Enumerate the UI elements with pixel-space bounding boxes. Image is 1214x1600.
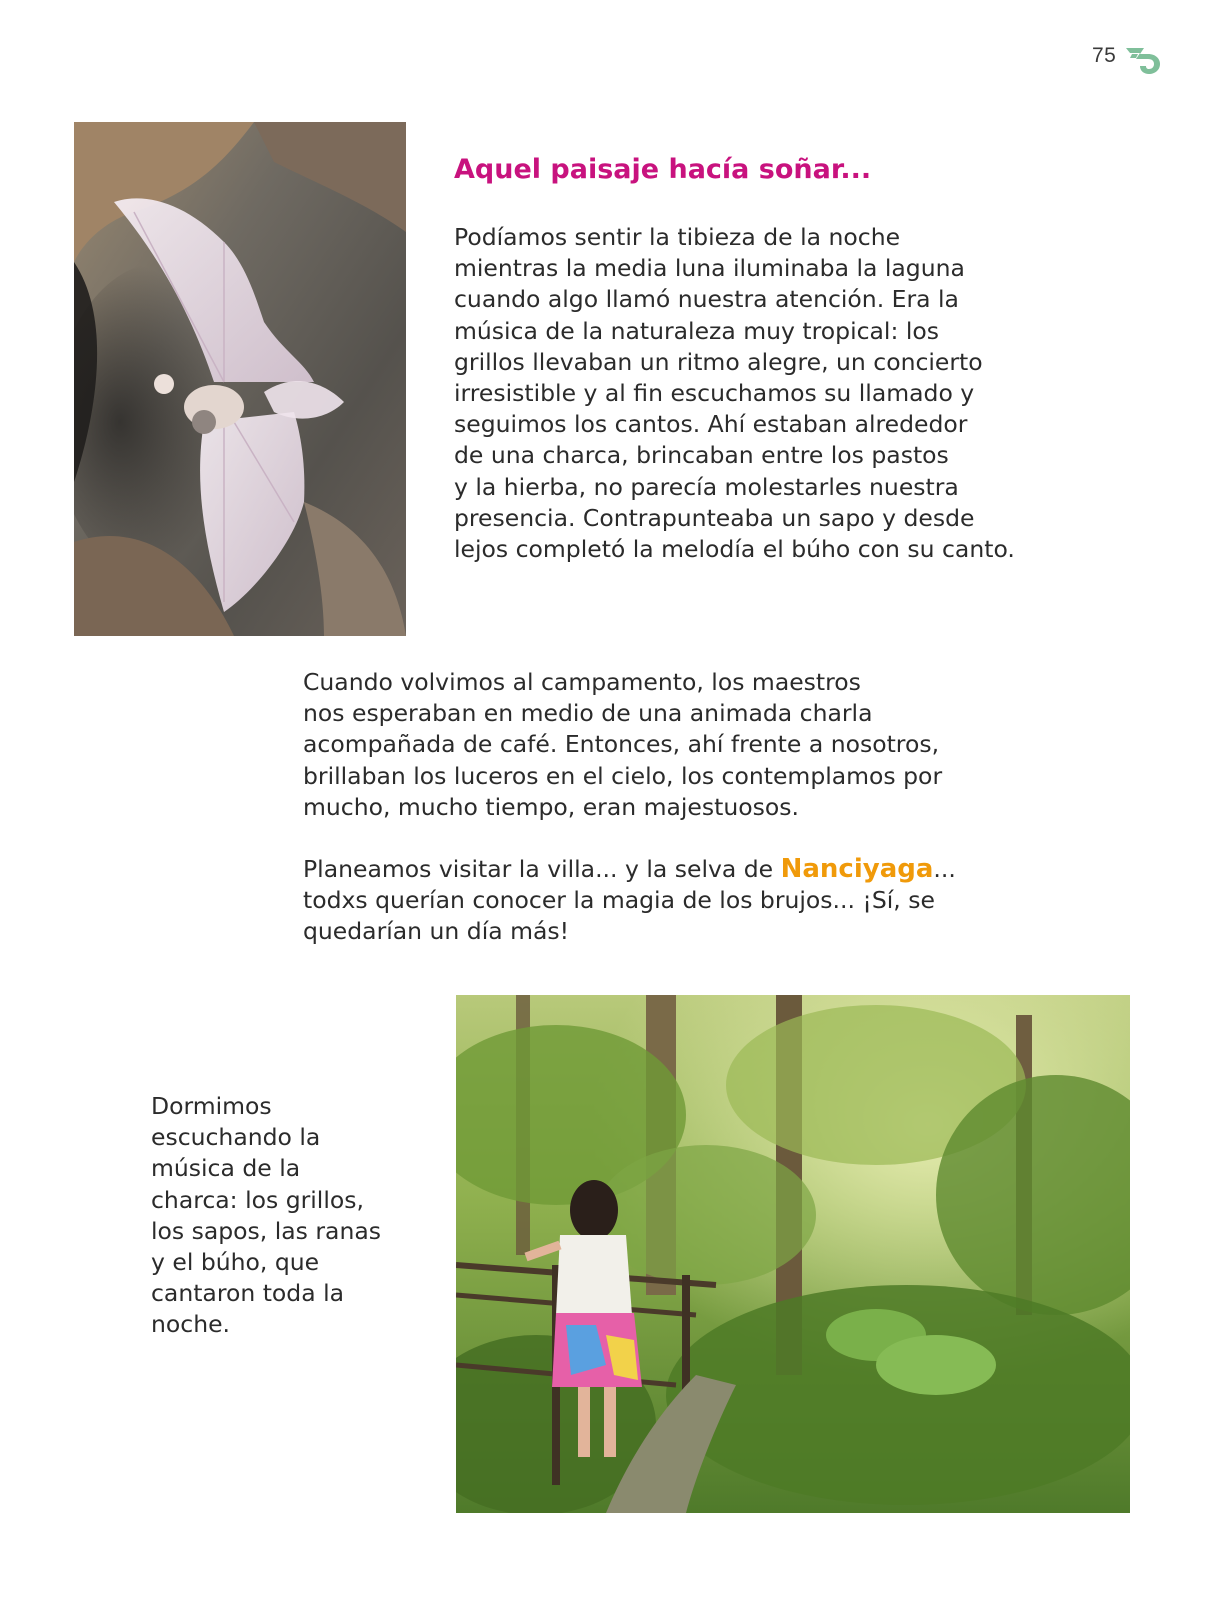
- paragraph-camp: Cuando volvimos al campamento, los maestros nos esperaban en medio de una animada charla acompañada de café. Entonces, ahí frente a nosotros, brillaban los luceros en el cielo, los contemplamos por mucho, mucho tiempo, eran majestuosos.: [303, 668, 943, 821]
- bat-photo: [74, 122, 406, 636]
- section-heading: Aquel paisaje hacía soñar...: [454, 154, 872, 185]
- paragraph-night-lagoon: Podíamos sentir la tibieza de la noche mientras la media luna iluminaba la laguna cuando algo llamó nuestra atención. Era la música de la naturaleza muy tropical: los grillos llevaban un ritmo alegre, un concierto irresistible y al fin escuchamos su llamado y seguimos los cantos. Ahí estaban alrededor de una charca, brincaban entre los pastos y la hierba, no parecía molestarles nuestra presencia. Contrapunteaba un sapo y desde lejos completó la melodía el búho con su canto.: [454, 223, 1015, 564]
- plans-text-after: ...: [933, 855, 956, 883]
- paragraph-plans-line-1: [303, 854, 1103, 885]
- plans-text-before: Planeamos visitar la villa... y la selva de: [303, 855, 781, 883]
- paragraph-sleep: Dormimos escuchando la música de la charca: los grillos, los sapos, las ranas y el búho, que cantaron toda la noche.: [151, 1092, 381, 1339]
- book-logo-icon: [1124, 42, 1162, 76]
- paragraph-plans-line-3: quedarían un día más!: [303, 917, 570, 946]
- paragraph-plans-line-2: todxs querían conocer la magia de los brujos... ¡Sí, se: [303, 886, 935, 915]
- nanciyaga-highlight: Nanciyaga: [780, 854, 934, 884]
- paragraph-plans: [303, 854, 1103, 948]
- page-number: 75: [1092, 44, 1117, 67]
- forest-photo: [456, 995, 1130, 1513]
